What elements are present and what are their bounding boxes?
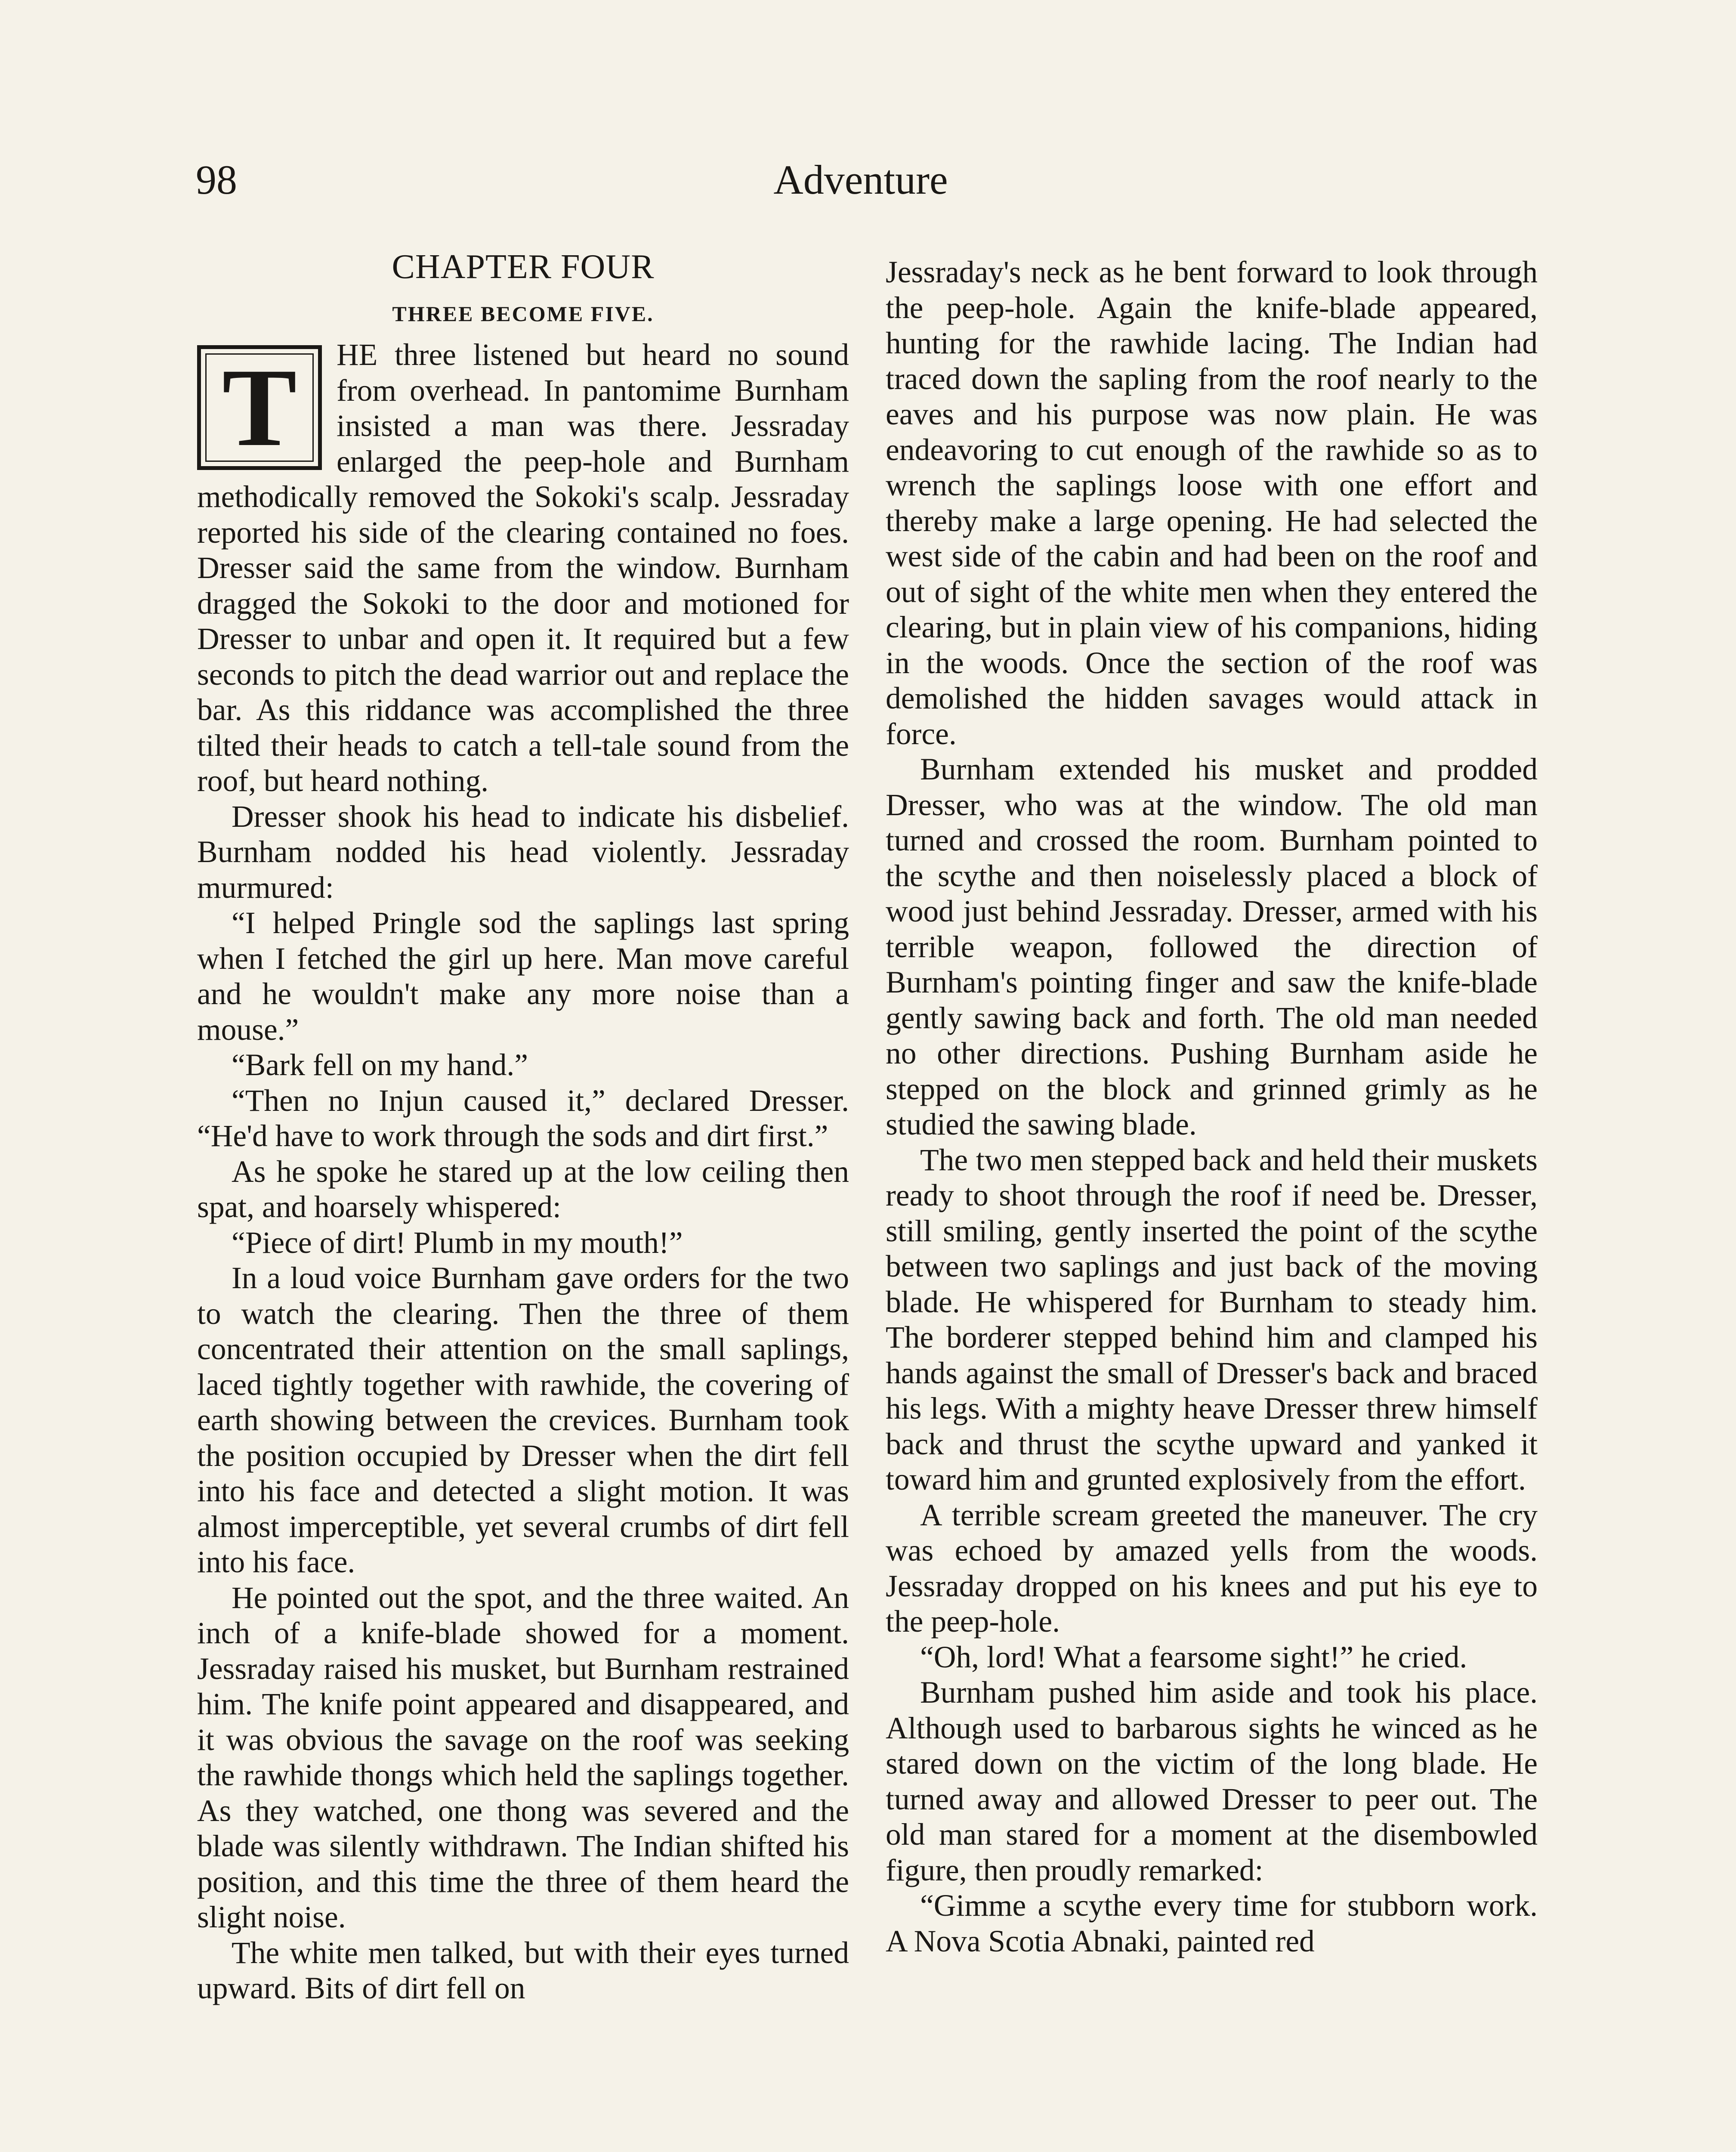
drop-cap [197,345,322,470]
paragraph: “Piece of dirt! Plumb in my mouth!” [232,1225,683,1260]
paragraph: In a loud voice Burnham gave orders for the two to watch the clearing. Then the three of them concentrated their attention on the small saplings, laced tightly together with rawhide, the covering of earth showing between the crevices. Burnham took the position occupied by Dresser when the dirt fell into his face and detected a slight motion. It was almost imperceptible, yet several crumbs of dirt fell into his face. [197,1261,849,1579]
page-number: 98 [196,157,237,203]
running-head: Adventure [773,157,948,203]
paragraph: The white men talked, but with their eyes turned upward. Bits of dirt fell on [197,1936,849,2005]
chapter-title: CHAPTER FOUR [392,248,655,286]
paragraph: Burnham extended his musket and prodded Dresser, who was at the window. The old man turned and crossed the room. Burnham pointed to the scythe and then noiselessly placed a block of wood just behind Jessraday. Dresser, armed with his terrible weapon, followed the direction of Burnham's pointing finger and saw the knife-blade gently sawing back and forth. The old man needed no other directions. Pushing Burnham aside he stepped on the block and grinned grimly as he studied the sawing blade. [886,752,1538,1141]
paragraph: A terrible scream greeted the maneuver. The cry was echoed by amazed yells from the woods. Jessraday dropped on his knees and put his eye to the peep-hole. [886,1498,1538,1639]
paragraph: “Bark fell on my hand.” [232,1048,528,1082]
left-column [197,250,849,2007]
paragraph: The two men stepped back and held their muskets ready to shoot through the roof if need be. Dresser, still smiling, gently inserted the point of the scythe between two saplings and just back of the moving blade. He whispered for Burnham to steady him. The borderer stepped behind him and clamped his hands against the small of Dresser's back and braced his legs. With a mighty heave Dresser threw himself back and thrust the scythe upward and yanked it toward him and grunted explosively from the effort. [886,1143,1538,1497]
paragraph: “I helped Pringle sod the saplings last spring when I fetched the girl up here. Man move careful and he wouldn't make any more noise than a mouse.” [197,906,849,1047]
drop-cap-letter: T [222,346,297,470]
chapter-subtitle: THREE BECOME FIVE. [392,302,654,326]
paragraph: “Then no Injun caused it,” declared Dresser. “He'd have to work through the sods and dirt first.” [197,1083,849,1153]
paragraph: “Oh, lord! What a fearsome sight!” he cried. [920,1640,1467,1674]
paragraph: “Gimme a scythe every time for stubborn work. A Nova Scotia Abnaki, painted red [886,1889,1538,1958]
right-column [886,255,1538,1959]
paragraph: Burnham pushed him aside and took his place. Although used to barbarous sights he winced as he stared down on the victim of the long blade. He turned away and allowed Dresser to peer out. The old man stared for a moment at the disembowled figure, then proudly remarked: [886,1676,1538,1887]
paragraph: Dresser shook his head to indicate his disbelief. Burnham nodded his head violently. Jessraday murmured: [197,799,849,905]
paragraph: Jessraday's neck as he bent forward to look through the peep-hole. Again the knife-blade appeared, hunting for the rawhide lacing. The Indian had traced down the sapling from the roof nearly to the eaves and his purpose was now plain. He was endeavoring to cut enough of the rawhide so as to wrench the saplings loose with one effort and thereby make a large opening. He had selected the west side of the cabin and had been on the roof and out of sight of the white men when they entered the clearing, but in plain view of his companions, hiding in the woods. Once the section of the roof was demolished the hidden savages would attack in force. [886,255,1538,751]
paragraph: As he spoke he stared up at the low ceiling then spat, and hoarsely whispered: [197,1154,849,1224]
paragraph: HE three listened but heard no sound from overhead. In pantomime Burnham insisted a man was there. Jessraday enlarged the peep-hole and Burnham methodically removed the Sokoki's scalp. Jessraday reported his side of the clearing contained no foes. Dresser said the same from the window. Burnham dragged the Sokoki to the door and motioned for Dresser to unbar and open it. It required but a few seconds to pitch the dead warrior out and replace the bar. As this riddance was accomplished the three tilted their heads to catch a tell-tale sound from the roof, but heard nothing. [197,338,849,798]
paragraph: He pointed out the spot, and the three waited. An inch of a knife-blade showed for a moment. Jessraday raised his musket, but Burnham restrained him. The knife point appeared and disappeared, and it was obvious the savage on the roof was seeking the rawhide thongs which held the saplings together. As they watched, one thong was severed and the blade was silently withdrawn. The Indian shifted his position, and this time the three of them heard the slight noise. [197,1580,849,1934]
